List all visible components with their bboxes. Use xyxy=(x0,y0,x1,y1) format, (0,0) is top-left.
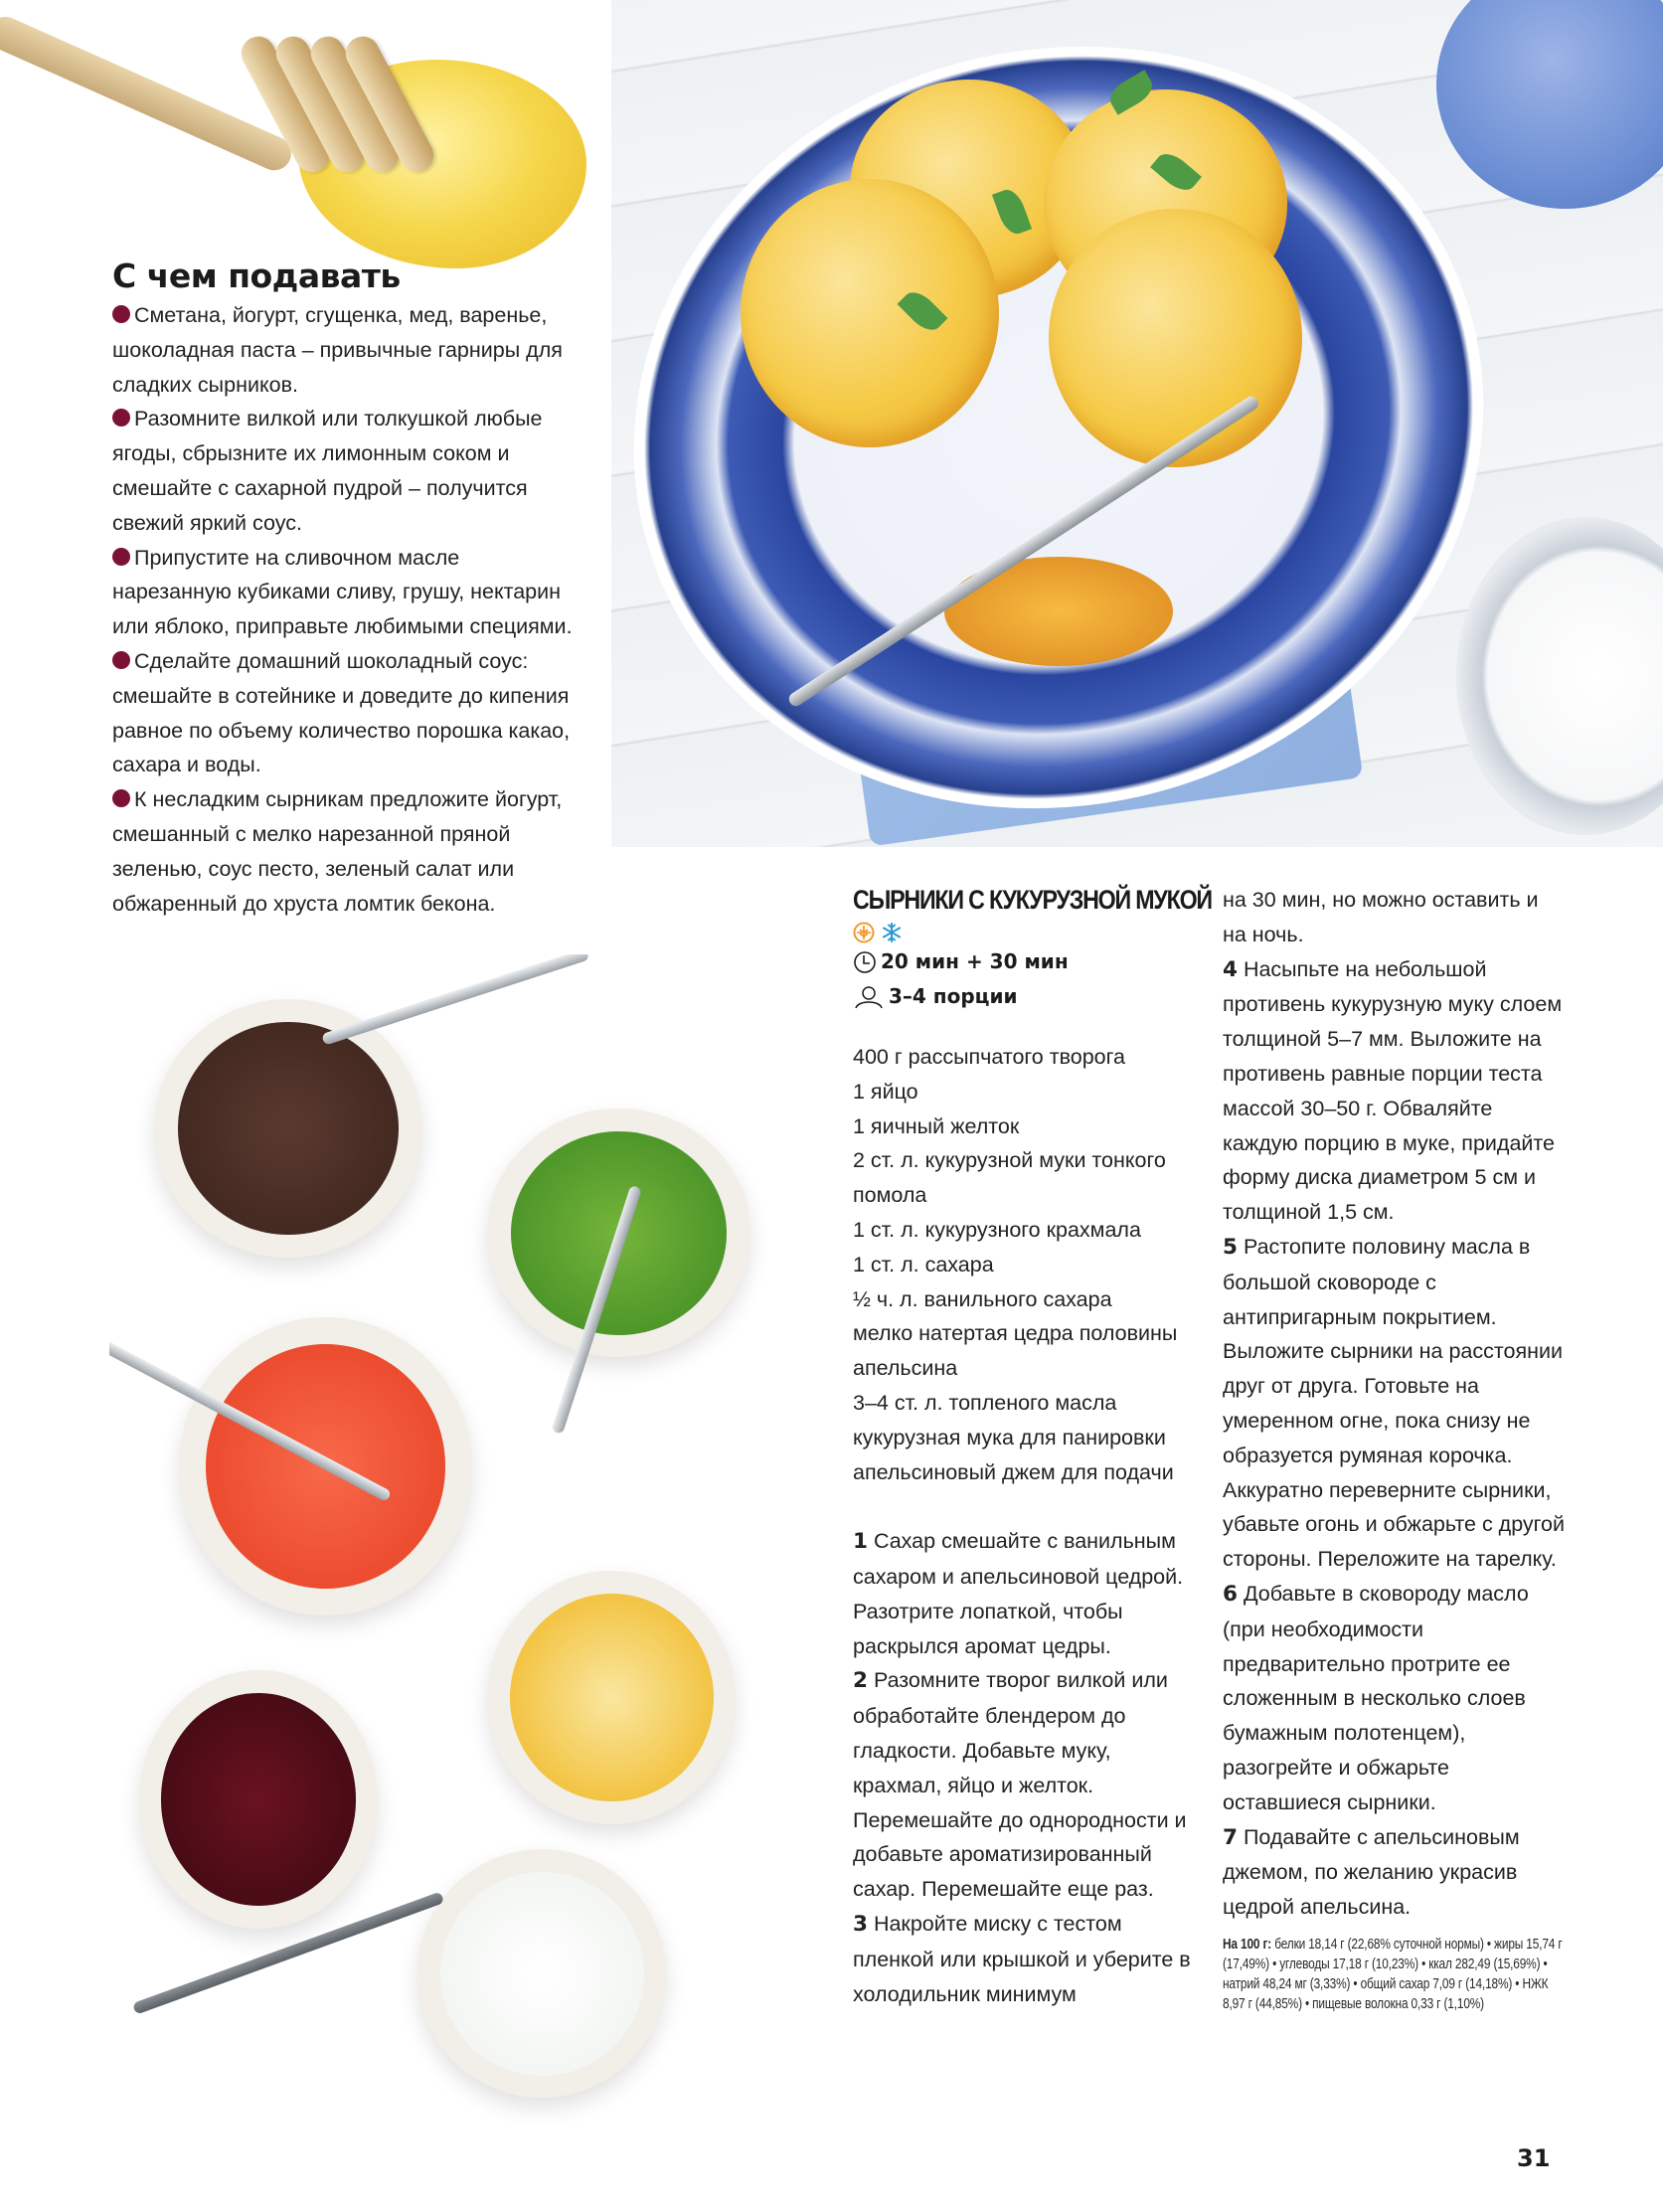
ingredient: 1 яичный желток xyxy=(853,1113,1020,1138)
ingredient: 1 яйцо xyxy=(853,1079,918,1104)
cooking-time: 20 мин + 30 мин xyxy=(853,944,1196,979)
bullet-icon xyxy=(112,305,130,323)
syrniki-photo xyxy=(611,0,1663,847)
ingredient: 1 ст. л. кукурузного крахмала xyxy=(853,1217,1141,1242)
tip-item: Припустите на сливочном масле нарезанную кубиками сливу, грушу, нектарин или яблоко, приправьте любимыми специями. xyxy=(112,545,573,639)
tip-item: Сделайте домашний шоколадный соус: смешайте в сотейнике и доведите до кипения равное по объему количество порошка какао, сахара и воды. xyxy=(112,648,571,777)
ingredient: 400 г рассыпчатого творога xyxy=(853,1045,1125,1069)
recipe xyxy=(853,883,1212,2011)
snowflake-icon xyxy=(881,922,903,943)
recipe-title: СЫРНИКИ С КУКУРУЗНОЙ МУКОЙ xyxy=(853,885,1212,915)
serving-tips xyxy=(112,256,580,921)
bullet-icon xyxy=(112,409,130,426)
fruit-compote xyxy=(510,1594,714,1801)
sour-cream-bowl xyxy=(1456,517,1663,835)
yogurt-dill-bowl xyxy=(417,1849,666,2098)
gluten-free-icon xyxy=(853,922,875,943)
ingredient: 3–4 ст. л. топленого масла xyxy=(853,1390,1117,1415)
step: 7 Подавайте с апельсиновым джемом, по желанию украсив цедрой апельсина. xyxy=(1223,1824,1520,1920)
spoon xyxy=(321,954,589,1046)
recipe-icons xyxy=(853,921,1196,944)
step: 1 Сахар смешайте с ванильным сахаром и апельсиновой цедрой. Разотрите лопаткой, чтобы раскрылся аромат цедры. xyxy=(853,1529,1184,1658)
berry-jam-bowl xyxy=(139,1670,378,1929)
chocolate-sauce-bowl xyxy=(154,999,422,1258)
page-number: 31 xyxy=(1517,2144,1551,2172)
berry-jam xyxy=(161,1693,357,1905)
syrnik xyxy=(1049,209,1302,467)
ingredient: мелко натертая цедра половины апельсина xyxy=(853,1321,1178,1381)
blue-sugar-bowl xyxy=(1436,0,1663,209)
tip-item: Сметана, йогурт, сгущенка, мед, варенье, шоколадная паста – привычные гарниры для сладких сырников. xyxy=(112,303,563,397)
clock-icon xyxy=(853,950,877,974)
step: 3 Накройте миску с тестом пленкой или крышкой и уберите в холодильник минимум xyxy=(853,1911,1191,2006)
ingredient: 2 ст. л. кукурузной муки тонкого помола xyxy=(853,1148,1166,1208)
yogurt-dill-sauce xyxy=(440,1872,644,2076)
person-icon xyxy=(853,985,885,1009)
serving-tips-title: С чем подавать xyxy=(112,256,401,295)
dipper-stick xyxy=(0,11,296,175)
syrnik xyxy=(741,179,999,447)
nutrition-facts: На 100 г: белки 18,14 г (22,68% суточной нормы) • жиры 15,74 г (17,49%) • углеводы 17,18 г (10,23%) • ккал 282,49 (15,69%) • натрий 48,24 мг (3,33%) • общий сахар 7,09 г (14,18%) • НЖК 8,97 г (44,85%) • пищевые волокна 0,33 г (1,10%) xyxy=(1223,1936,1563,2012)
servings: 3–4 порции xyxy=(853,979,1196,1014)
bullet-icon xyxy=(112,789,130,807)
ingredient: 1 ст. л. сахара xyxy=(853,1252,994,1276)
fruit-compote-bowl xyxy=(487,1571,736,1824)
ingredient: апельсиновый джем для подачи xyxy=(853,1459,1174,1484)
step: 5 Растопите половину масла в большой сковороде с антипригарным покрытием. Выложите сырники на расстоянии друг от друга. Готовьте на умеренном огне, пока снизу не образуется румяная корочка. Аккуратно переверните сырники, убавьте огонь и обжарьте с другой стороны. Переложите на тарелку. xyxy=(1223,1234,1566,1572)
bullet-icon xyxy=(112,548,130,566)
steps-list xyxy=(853,1524,1196,2011)
step: 6 Добавьте в сковороду масло (при необходимости предварительно протрите ее сложенным в несколько слоев бумажным полотенцем), разогрейте и обжарьте оставшиеся сырники. xyxy=(1223,1581,1529,1814)
recipe-continued xyxy=(1223,883,1566,2014)
tip-item: К несладким сырникам предложите йогурт, смешанный с мелко нарезанной пряной зеленью, соус песто, зеленый салат или обжаренный до хруста ломтик бекона. xyxy=(112,787,563,916)
chocolate-sauce xyxy=(178,1022,398,1234)
ingredient: кукурузная мука для панировки xyxy=(853,1425,1166,1449)
tip-item: Разомните вилкой или толкушкой любые ягоды, сбрызните их лимонным соком и смешайте с сахарной пудрой – получится свежий яркий соус. xyxy=(112,407,543,535)
ingredients-list xyxy=(853,1040,1196,1489)
step: 4 Насыпьте на небольшой противень кукурузную муку слоем толщиной 5–7 мм. Выложите на противень равные порции теста массой 30–50 г. Обваляйте каждую порцию в муке, придайте форму диска диаметром 5 см и толщиной 1,5 см. xyxy=(1223,956,1563,1225)
sauces-photo xyxy=(109,954,835,2212)
step: 2 Разомните творог вилкой или обработайте блендером до гладкости. Добавьте муку, крахмал, яйцо и желток. Перемешайте до однородности и добавьте ароматизированный сахар. Перемешайте еще раз. xyxy=(853,1668,1187,1902)
step-continued: на 30 мин, но можно оставить и на ночь. xyxy=(1223,888,1539,946)
honey-dipper-photo xyxy=(0,0,611,268)
bullet-icon xyxy=(112,651,130,669)
ingredient: ½ ч. л. ванильного сахара xyxy=(853,1286,1112,1311)
